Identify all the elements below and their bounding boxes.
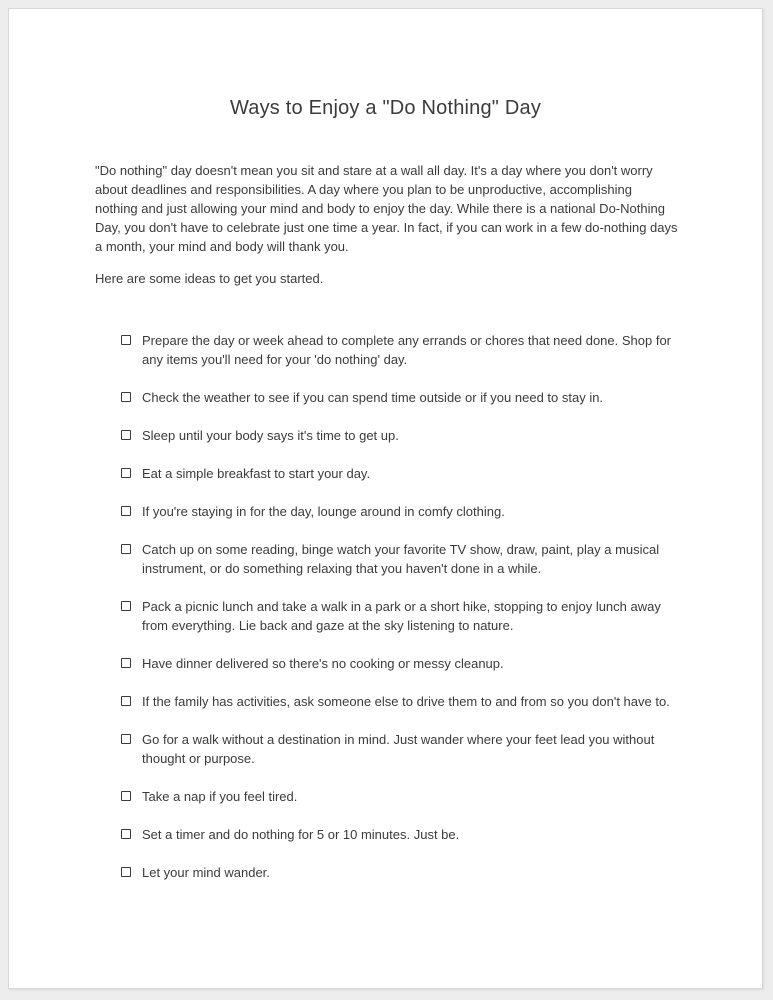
checklist-item-text: Pack a picnic lunch and take a walk in a park or a short hike, stopping to enjoy lunch away from everything. Lie back and gaze at the sky listening to nature. xyxy=(142,599,661,633)
lead-in-paragraph: Here are some ideas to get you started. xyxy=(95,271,324,286)
checkbox-icon[interactable] xyxy=(121,430,131,440)
page-content xyxy=(9,161,762,882)
checkbox-icon[interactable] xyxy=(121,867,131,877)
checklist-item xyxy=(121,787,678,806)
checklist-item xyxy=(121,426,678,445)
checkbox-icon[interactable] xyxy=(121,506,131,516)
checklist-item-text: Sleep until your body says it's time to get up. xyxy=(142,428,399,443)
checkbox-icon[interactable] xyxy=(121,544,131,554)
checklist-item-text: If you're staying in for the day, lounge around in comfy clothing. xyxy=(142,504,505,519)
checklist-item xyxy=(121,692,678,711)
checklist-item-text: Prepare the day or week ahead to complete any errands or chores that need done. Shop for any items you'll need for your 'do nothing' day. xyxy=(142,333,672,367)
checklist-item xyxy=(121,654,678,673)
checklist-item xyxy=(121,464,678,483)
document-page xyxy=(8,8,763,989)
checklist-item-text: Go for a walk without a destination in mind. Just wander where your feet lead you without thought or purpose. xyxy=(142,732,655,766)
checkbox-icon[interactable] xyxy=(121,392,131,402)
checklist-item xyxy=(121,597,678,635)
checklist-item-text: Set a timer and do nothing for 5 or 10 minutes. Just be. xyxy=(142,827,460,842)
checklist-item xyxy=(121,502,678,521)
checklist-item-text: Catch up on some reading, binge watch your favorite TV show, draw, paint, play a musical instrument, or do something relaxing that you haven't done in a while. xyxy=(142,542,660,576)
checklist-item xyxy=(121,863,678,882)
checkbox-icon[interactable] xyxy=(121,658,131,668)
checklist-item xyxy=(121,540,678,578)
checkbox-icon[interactable] xyxy=(121,468,131,478)
checkbox-icon[interactable] xyxy=(121,791,131,801)
checklist-item xyxy=(121,730,678,768)
checklist-item-text: Check the weather to see if you can spend time outside or if you need to stay in. xyxy=(142,390,604,405)
page-title: Ways to Enjoy a "Do Nothing" Day xyxy=(229,97,542,119)
checklist-item-text: Let your mind wander. xyxy=(142,865,270,880)
checklist-item-text: Have dinner delivered so there's no cooking or messy cleanup. xyxy=(142,656,504,671)
checkbox-icon[interactable] xyxy=(121,696,131,706)
checklist-item-text: Take a nap if you feel tired. xyxy=(142,789,298,804)
checklist-item-text: If the family has activities, ask someone else to drive them to and from so you don't have to. xyxy=(142,694,670,709)
checklist-item-text: Eat a simple breakfast to start your day. xyxy=(142,466,371,481)
checkbox-icon[interactable] xyxy=(121,335,131,345)
checklist-item xyxy=(121,825,678,844)
checkbox-icon[interactable] xyxy=(121,734,131,744)
checkbox-icon[interactable] xyxy=(121,601,131,611)
checklist-item xyxy=(121,331,678,369)
checklist-item xyxy=(121,388,678,407)
intro-paragraph: "Do nothing" day doesn't mean you sit and stare at a wall all day. It's a day where you don't worry about deadlines and responsibilities. A day where you plan to be unproductive, accomplishing nothing and just allowing your mind and body to enjoy the day. While there is a national Do-Nothing Day, you don't have to celebrate just one time a year. In fact, if you can work in a few do-nothing days a month, your mind and body will thank you. xyxy=(95,163,678,254)
checklist xyxy=(95,331,678,882)
checkbox-icon[interactable] xyxy=(121,829,131,839)
